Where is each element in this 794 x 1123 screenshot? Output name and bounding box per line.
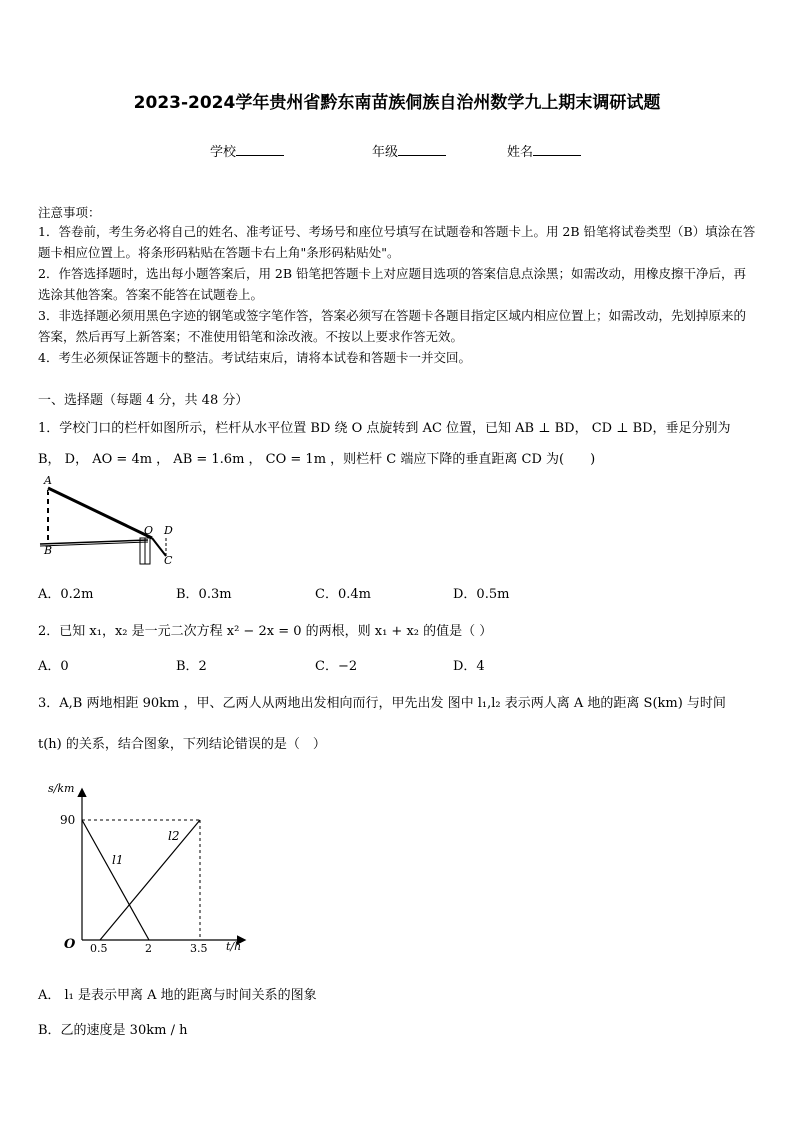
q1-line2: B， D， AO = 4m ， AB = 1.6m ， CO = 1m ，则栏杆 C 端应下降的垂直距离 CD 为( )	[38, 452, 596, 467]
grade-label: 年级	[372, 145, 399, 160]
school-field	[210, 141, 284, 160]
q3-graph	[44, 778, 264, 958]
notes-heading: 注意事项：	[38, 205, 101, 220]
q2-option-b: B．2	[176, 659, 207, 674]
q3-option-a: A． l₁ 是表示甲离 A 地的距离与时间关系的图象	[38, 988, 317, 1003]
q3-line1: 3．A,B 两地相距 90km ，甲、乙两人从两地出发相向而行，甲先出发 图中 l₁,l₂ 表示两人离 A 地的距离 S(km) 与时间	[38, 696, 726, 711]
rotated-bar-pattern	[48, 491, 152, 541]
q2-option-d: D．4	[453, 659, 485, 674]
q1-figure	[36, 472, 186, 572]
name-label: 姓名	[507, 145, 534, 160]
x-axis-label: t/h	[226, 940, 242, 953]
rotated-bar-ac	[48, 488, 152, 538]
x-tick-0-5: 0.5	[90, 942, 108, 955]
line-l2-label: l2	[168, 829, 180, 843]
q2-option-c: C．−2	[315, 659, 358, 674]
x-tick-2: 2	[145, 942, 152, 955]
q3-option-b: B．乙的速度是 30km / h	[38, 1023, 188, 1038]
note-item-2: 2．作答选择题时，选出每小题答案后，用 2B 铅笔把答题卡上对应题目选项的答案信息点涂黑；如需改动，用橡皮擦干净后，再选涂其他答案。答案不能答在试题卷上。	[38, 266, 747, 302]
horizontal-bar-bd	[40, 540, 148, 544]
q3-line2: t(h) 的关系，结合图象，下列结论错误的是（ ）	[38, 737, 326, 752]
label-d: D	[164, 524, 173, 537]
q2-text: 2．已知 x₁，x₂ 是一元二次方程 x² − 2x = 0 的两根，则 x₁ + x₂ 的值是（ ）	[38, 624, 493, 639]
name-blank	[533, 143, 581, 156]
q1-option-b: B．0.3m	[176, 587, 232, 602]
label-b: B	[44, 544, 53, 557]
q1-option-c: C．0.4m	[315, 587, 371, 602]
page-title: 2023-2024学年贵州省黔东南苗族侗族自治州数学九上期末调研试题	[133, 93, 661, 113]
label-a: A	[44, 474, 52, 487]
name-field	[507, 141, 581, 160]
y-axis-label: s/km	[48, 782, 75, 795]
school-label: 学校	[210, 145, 237, 160]
label-o: O	[144, 524, 154, 537]
grade-blank	[398, 143, 446, 156]
line-l1-label: l1	[112, 853, 124, 867]
x-tick-3-5: 3.5	[190, 942, 208, 955]
note-item-3: 3．非选择题必须用黑色字迹的钢笔或签字笔作答，答案必须写在答题卡各题目指定区域内相应位置上；如需改动，先划掉原来的答案，然后再写上新答案；不准使用铅笔和涂改液。不按以上要求作答无效。	[38, 308, 746, 344]
q1-option-d: D．0.5m	[453, 587, 510, 602]
q1-line1: 1．学校门口的栏杆如图所示，栏杆从水平位置 BD 绕 O 点旋转到 AC 位置，已知 AB ⊥ BD， CD ⊥ BD，垂足分别为	[38, 421, 731, 436]
y-tick-90: 90	[60, 813, 76, 827]
grade-field	[372, 141, 446, 160]
origin-label: O	[64, 937, 76, 952]
label-c: C	[164, 554, 173, 567]
section-heading: 一、选择题（每题 4 分，共 48 分）	[38, 393, 249, 408]
q1-option-a: A．0.2m	[38, 587, 94, 602]
note-item-4: 4．考生必须保证答题卡的整洁。考试结束后，请将本试卷和答题卡一并交回。	[38, 350, 471, 365]
school-blank	[236, 143, 284, 156]
note-item-1: 1．答卷前，考生务必将自己的姓名、准考证号、考场号和座位号填写在试题卷和答题卡上。用 2B 铅笔将试卷类型（B）填涂在答题卡相应位置上。将条形码粘贴在答题卡右上角"条形码粘贴处"。	[38, 224, 756, 260]
q2-option-a: A．0	[38, 659, 69, 674]
